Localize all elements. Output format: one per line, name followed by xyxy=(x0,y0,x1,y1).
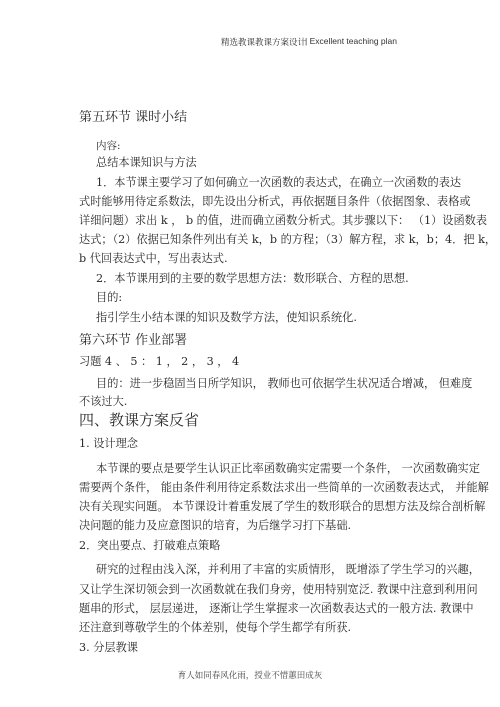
reflection-sub2-line: 题串的形式， 层层递进， 逐渐让学生掌握求一次函数表达式的一般方法. 教课中 xyxy=(79,602,474,615)
section5-p1-line: 详细问题）求出 k ， b 的值，进而确立函数分析式。其步骤以下： （1）设函数表 xyxy=(79,214,488,227)
reflection-sub1-line: 决问题的能力及应意图识的培育，为后继学习打下基础. xyxy=(79,519,352,532)
section6-aim-line: 目的：进一步稳固当日所学知识， 教师也可依据学生状况适合增减， 但难度 xyxy=(96,377,473,390)
reflection-title: 四、教课方案反省 xyxy=(79,411,200,429)
reflection-sub1-line: 需要两个条件， 能由条件利用待定系数法求出一些简单的一次函数表达式， 并能解 xyxy=(79,481,489,494)
reflection-sub1-line: 决有关现实问题。 本节课设计着重发展了学生的数形联合的思想方法及综合剖析解 xyxy=(79,500,486,513)
footer-motto: 育人如同春风化雨，授业不惜蕙田成灰 xyxy=(177,671,323,681)
section5-p1-line: 式时能够用待定系数法，即先设出分析式，再依据题目条件（依据图象、表格或 xyxy=(79,195,471,208)
reflection-sub1-line: 本节课的要点是要学生认识正比率函数确实定需要一个条件， 一次函数确实定 xyxy=(96,462,480,475)
section6-title: 第六环节 作业部署 xyxy=(79,333,188,348)
reflection-sub2-line: 研究的过程由浅入深，并利用了丰富的实质情形， 既增添了学生学习的兴趣， xyxy=(96,563,480,576)
section5-aim-text: 指引学生小结本课的知识及数学方法，使知识系统化. xyxy=(96,311,357,324)
section6-homework: 习题 4 、 5 ： 1 ， 2 ， 3 ， 4 xyxy=(79,355,240,368)
section5-p1-line: b 代回表达式中，写出表达式. xyxy=(79,252,228,265)
reflection-sub3-title: 3. 分层教课 xyxy=(79,641,138,654)
section5-p2: 2．本节课用到的主要的数学思想方法：数形联合、方程的思想. xyxy=(96,272,409,285)
section5-title: 第五环节 课时小结 xyxy=(79,110,188,125)
section5-p1-line: 1．本节课主要学习了如何确立一次函数的表达式，在确立一次函数的表达 xyxy=(96,176,462,189)
header-subtitle: | Excellent teaching plan xyxy=(305,36,397,46)
section5-summary-label: 总结本课知识与方法 xyxy=(96,156,197,169)
reflection-sub1-title: 1. 设计理念 xyxy=(79,437,138,450)
reflection-sub2-title: 2．突出要点、打破难点策略 xyxy=(79,539,221,552)
header-title: 精选教课教课方案设计 xyxy=(221,38,307,48)
section5-content-label: 内容: xyxy=(96,140,121,152)
section6-aim-line: 不该过大. xyxy=(79,395,128,408)
section5-aim-label: 目的: xyxy=(96,291,123,304)
section5-p1-line: 达式；（2）依据已知条件列出有关 k，b 的方程；（3）解方程，求 k，b；4．把 k， xyxy=(79,233,497,246)
reflection-sub2-line: 又让学生深切领会到一次函数就在我们身旁，使用特别宽泛. 教课中注意到利用问 xyxy=(79,583,478,596)
reflection-sub2-line: 还注意到尊敬学生的个体差别，使每个学生都学有所获. xyxy=(79,621,352,634)
